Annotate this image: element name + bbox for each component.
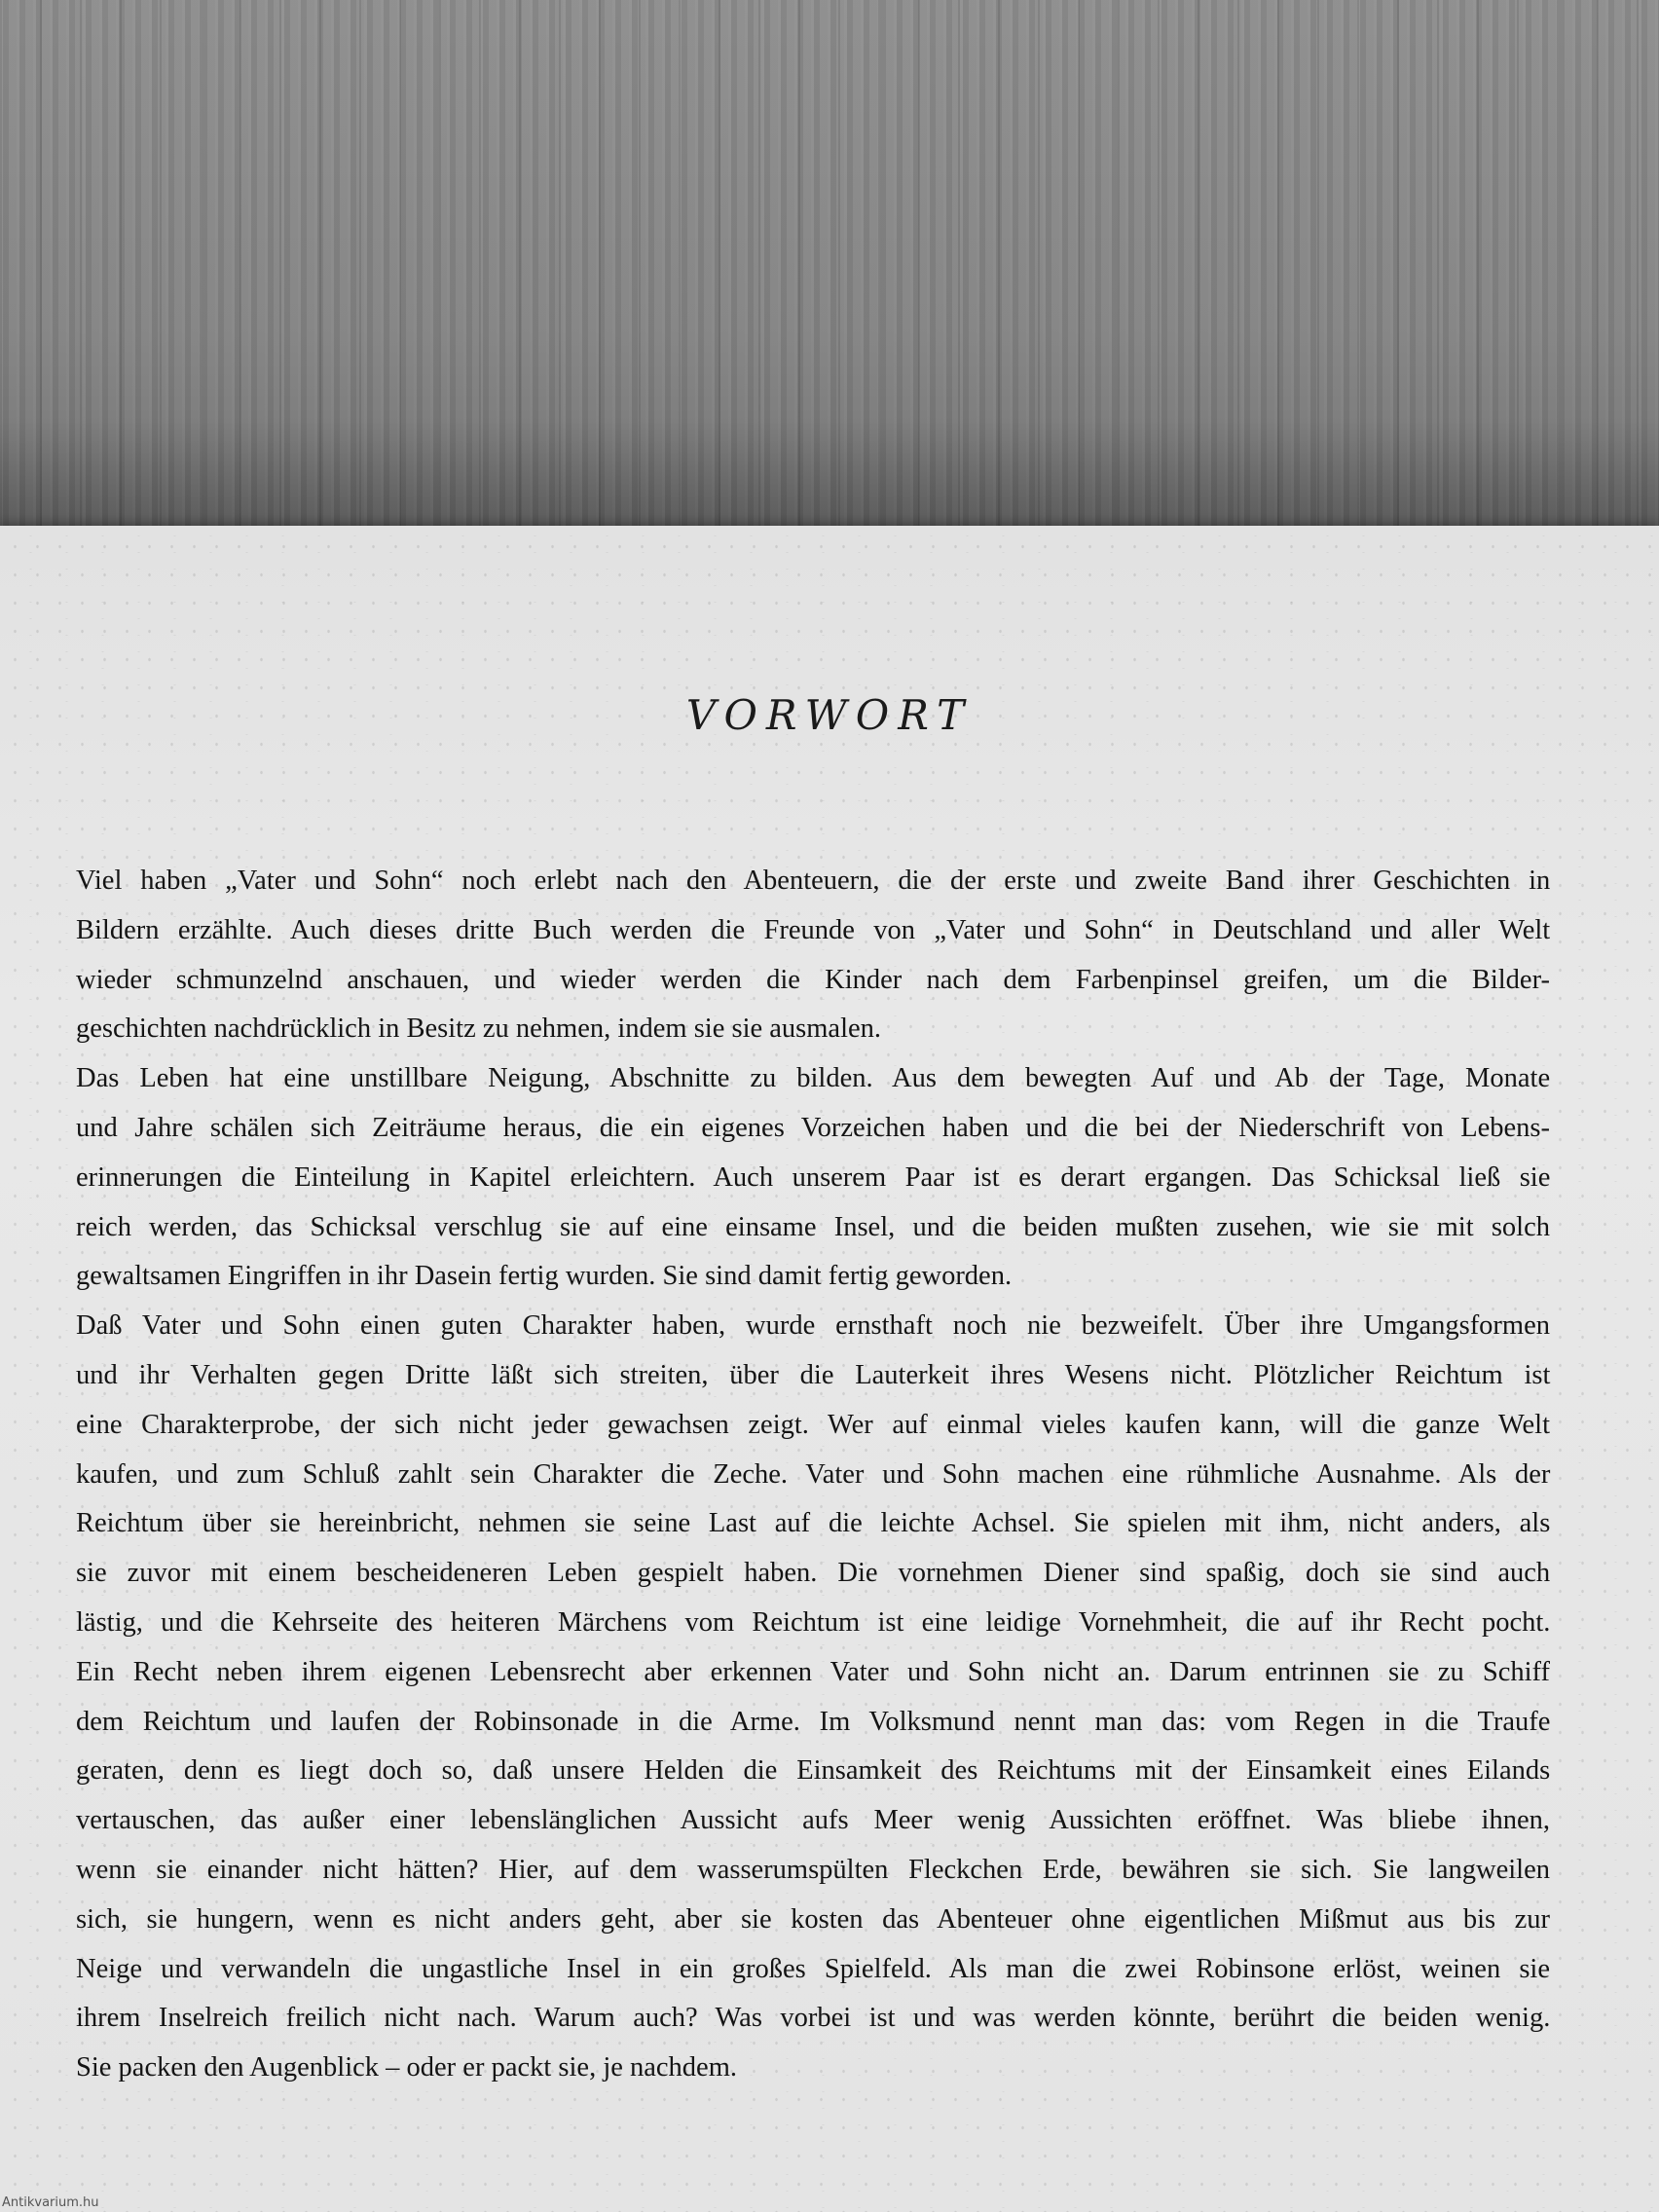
page-title: VORWORT: [685, 691, 974, 739]
text-line: gewaltsamen Eingriffen in ihr Dasein fertig wurden. Sie sind damit fertig geworden.: [76, 1261, 1013, 1292]
text-line: eine Charakterprobe, der sich nicht jeder gewachsen zeigt. Wer auf einmal vieles kaufen kann, will die ganze Welt: [76, 1409, 1550, 1440]
text-line: Daß Vater und Sohn einen guten Charakter haben, wurde ernsthaft noch nie bezweifelt. Über ihre Umgangsformen: [76, 1310, 1550, 1342]
paragraph: [76, 1302, 1550, 2093]
text-line: sich, sie hungern, wenn es nicht anders geht, aber sie kosten das Abenteuer ohne eigentlichen Mißmut aus bis zur: [76, 1903, 1550, 1935]
text-line: lästig, und die Kehrseite des heiteren Märchens vom Reichtum ist eine leidige Vornehmheit, die auf ihr Recht pocht.: [76, 1606, 1551, 1638]
text-line: kaufen, und zum Schluß zahlt sein Charakter die Zeche. Vater und Sohn machen eine rühmliche Ausnahme. Als der: [76, 1458, 1551, 1490]
preface-text: [76, 857, 1550, 2093]
text-line: Reichtum über sie hereinbricht, nehmen sie seine Last auf die leichte Achsel. Sie spielen mit ihm, nicht anders, als: [76, 1508, 1551, 1539]
text-line: wenn sie einander nicht hätten? Hier, auf dem wasserumspülten Fleckchen Erde, bewähren sie sich. Sie langweilen: [76, 1854, 1550, 1885]
book-page: [0, 526, 1659, 2212]
text-line: vertauschen, das außer einer lebenslänglichen Aussicht aufs Meer wenig Aussichten eröffnet. Was bliebe ihnen,: [76, 1805, 1550, 1836]
text-line: dem Reichtum und laufen der Robinsonade in die Arme. Im Volksmund nennt man das: vom Regen in die Traufe: [76, 1706, 1551, 1737]
text-line: und ihr Verhalten gegen Dritte läßt sich streiten, über die Lauterkeit ihres Wesens nicht. Plötzlicher Reichtum ist: [76, 1359, 1551, 1390]
text-line: wieder schmunzelnd anschauen, und wieder werden die Kinder nach dem Farbenpinsel greifen, um die Bilder-: [76, 964, 1550, 995]
text-line: ihrem Inselreich freilich nicht nach. Warum auch? Was vorbei ist und was werden könnte, berührt die beiden wenig.: [76, 2003, 1551, 2034]
text-line: und Jahre schälen sich Zeiträume heraus, die ein eigenes Vorzeichen haben und die bei der Niederschrift von Lebens-: [76, 1112, 1550, 1143]
text-line: geraten, denn es liegt doch so, daß unsere Helden die Einsamkeit des Reichtums mit der Einsamkeit eines Eilands: [76, 1755, 1551, 1787]
text-line: Viel haben „Vater und Sohn“ noch erlebt nach den Abenteuern, die der erste und zweite Band ihrer Geschichten in: [76, 866, 1551, 896]
text-line: Sie packen den Augenblick – oder er packt sie, je nachdem.: [76, 2052, 738, 2083]
watermark: Antikvarium.hu: [2, 2195, 99, 2210]
text-line: Ein Recht neben ihrem eigenen Lebensrecht aber erkennen Vater und Sohn nicht an. Darum entrinnen sie zu Schiff: [76, 1656, 1550, 1687]
text-line: Bildern erzählte. Auch dieses dritte Buch werden die Freunde von „Vater und Sohn“ in Deutschland und aller Welt: [76, 914, 1551, 945]
text-line: reich werden, das Schicksal verschlug sie auf eine einsame Insel, und die beiden mußten zusehen, wie sie mit solch: [76, 1211, 1550, 1242]
paragraph: [76, 1054, 1550, 1302]
text-line: sie zuvor mit einem bescheideneren Leben gespielt haben. Die vornehmen Diener sind spaßig, doch sie sind auch: [76, 1558, 1551, 1589]
text-line: Das Leben hat eine unstillbare Neigung, Abschnitte zu bilden. Aus dem bewegten Auf und Ab der Tage, Monate: [76, 1063, 1551, 1094]
text-line: geschichten nachdrücklich in Besitz zu nehmen, indem sie sie ausmalen.: [76, 1014, 882, 1045]
text-line: erinnerungen die Einteilung in Kapitel erleichtern. Auch unserem Paar ist es derart ergangen. Das Schicksal ließ sie: [76, 1161, 1551, 1193]
text-line: Neige und verwandeln die ungastliche Insel in ein großes Spielfeld. Als man die zwei Robinsone erlöst, weinen sie: [76, 1953, 1550, 1984]
paragraph: [76, 857, 1550, 1054]
